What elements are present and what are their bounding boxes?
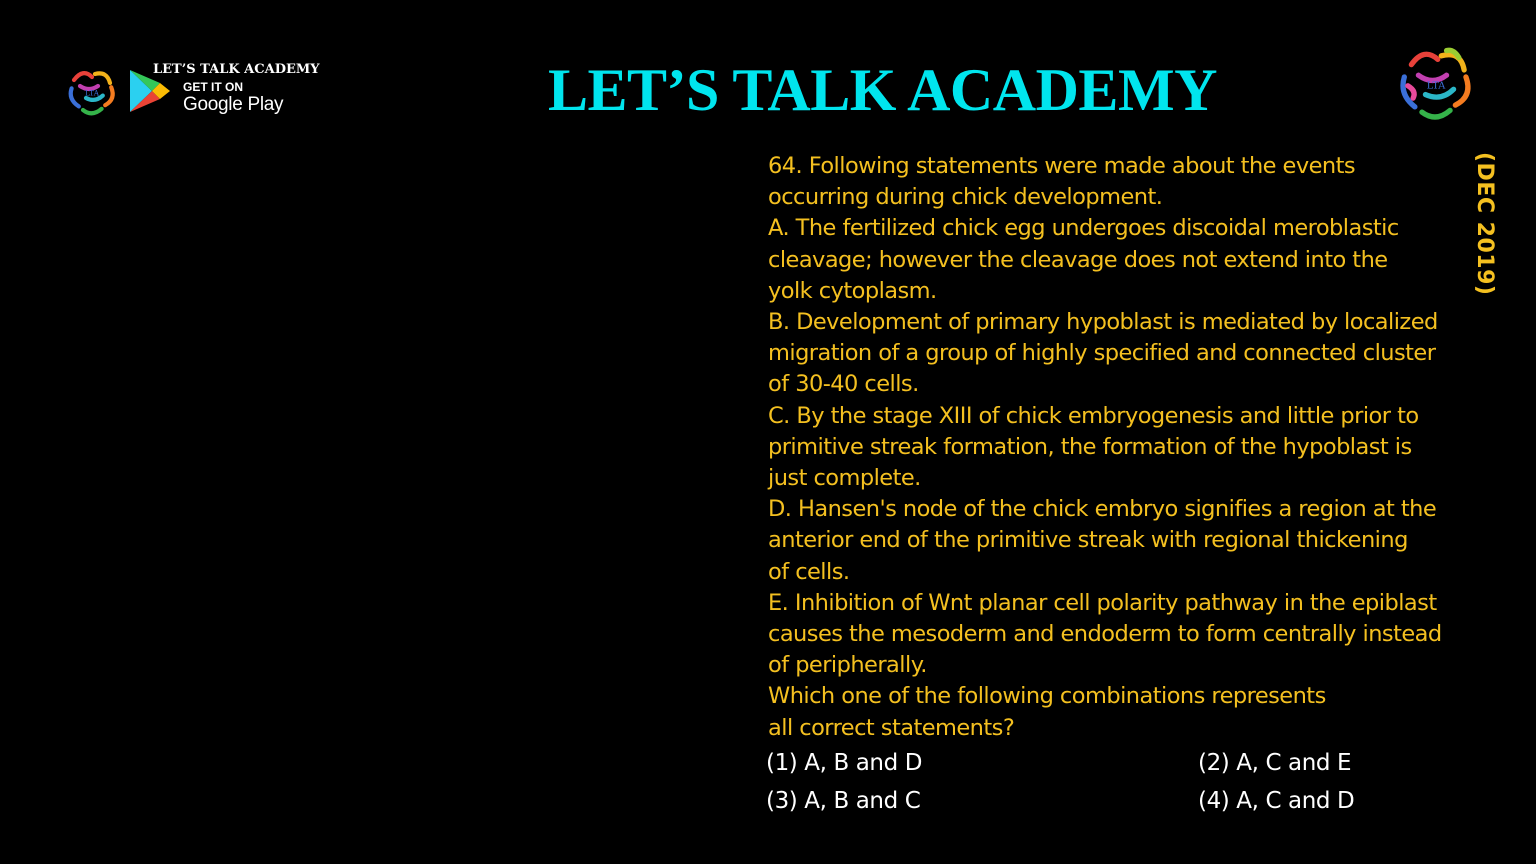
question-text <box>768 151 1508 744</box>
statement-c: just complete. <box>768 465 921 492</box>
store-badge-name: LET’S TALK ACADEMY <box>153 62 320 77</box>
store-badge-store: Google Play <box>183 94 284 115</box>
academy-logo-icon <box>1390 40 1482 128</box>
question-line: 64. Following statements were made about the events <box>768 153 1356 179</box>
page-title: LET’S TALK ACADEMY <box>548 57 1217 123</box>
option-1: (1) A, B and D <box>766 750 923 776</box>
statement-d: D. Hansen's node of the chick embryo signifies a region at the <box>768 496 1437 523</box>
option-2: (2) A, C and E <box>1198 750 1352 776</box>
statement-b: of 30-40 cells. <box>768 371 919 398</box>
svg-text:LTA: LTA <box>1426 80 1446 92</box>
statement-e: of peripherally. <box>768 652 927 679</box>
statement-b: migration of a group of highly specified and connected cluster <box>768 340 1436 367</box>
statement-d: anterior end of the primitive streak with regional thickening <box>768 527 1408 554</box>
statement-e: E. Inhibition of Wnt planar cell polarity pathway in the epiblast <box>768 589 1437 616</box>
statement-c: primitive streak formation, the formation of the hypoblast is <box>768 433 1412 460</box>
store-badge-getit: GET IT ON <box>183 80 243 94</box>
statement-a: cleavage; however the cleavage does not extend into the <box>768 246 1388 273</box>
statement-c: C. By the stage XIII of chick embryogenesis and little prior to <box>768 402 1419 429</box>
exam-tag: (DEC 2019) <box>1472 152 1497 296</box>
question-prompt: Which one of the following combinations represents <box>768 683 1326 710</box>
option-3: (3) A, B and C <box>766 788 921 814</box>
statement-d: of cells. <box>768 558 850 585</box>
statement-e: causes the mesoderm and endoderm to form centrally instead <box>768 621 1442 648</box>
statement-a: yolk cytoplasm. <box>768 277 937 304</box>
statement-b: B. Development of primary hypoblast is mediated by localized <box>768 309 1438 336</box>
svg-text:LTA: LTA <box>85 88 99 98</box>
academy-logo-icon <box>60 62 124 122</box>
question-prompt: all correct statements? <box>768 714 1015 741</box>
option-4: (4) A, C and D <box>1198 788 1355 814</box>
statement-a: A. The fertilized chick egg undergoes discoidal meroblastic <box>768 215 1399 242</box>
question-line: occurring during chick development. <box>768 184 1163 211</box>
